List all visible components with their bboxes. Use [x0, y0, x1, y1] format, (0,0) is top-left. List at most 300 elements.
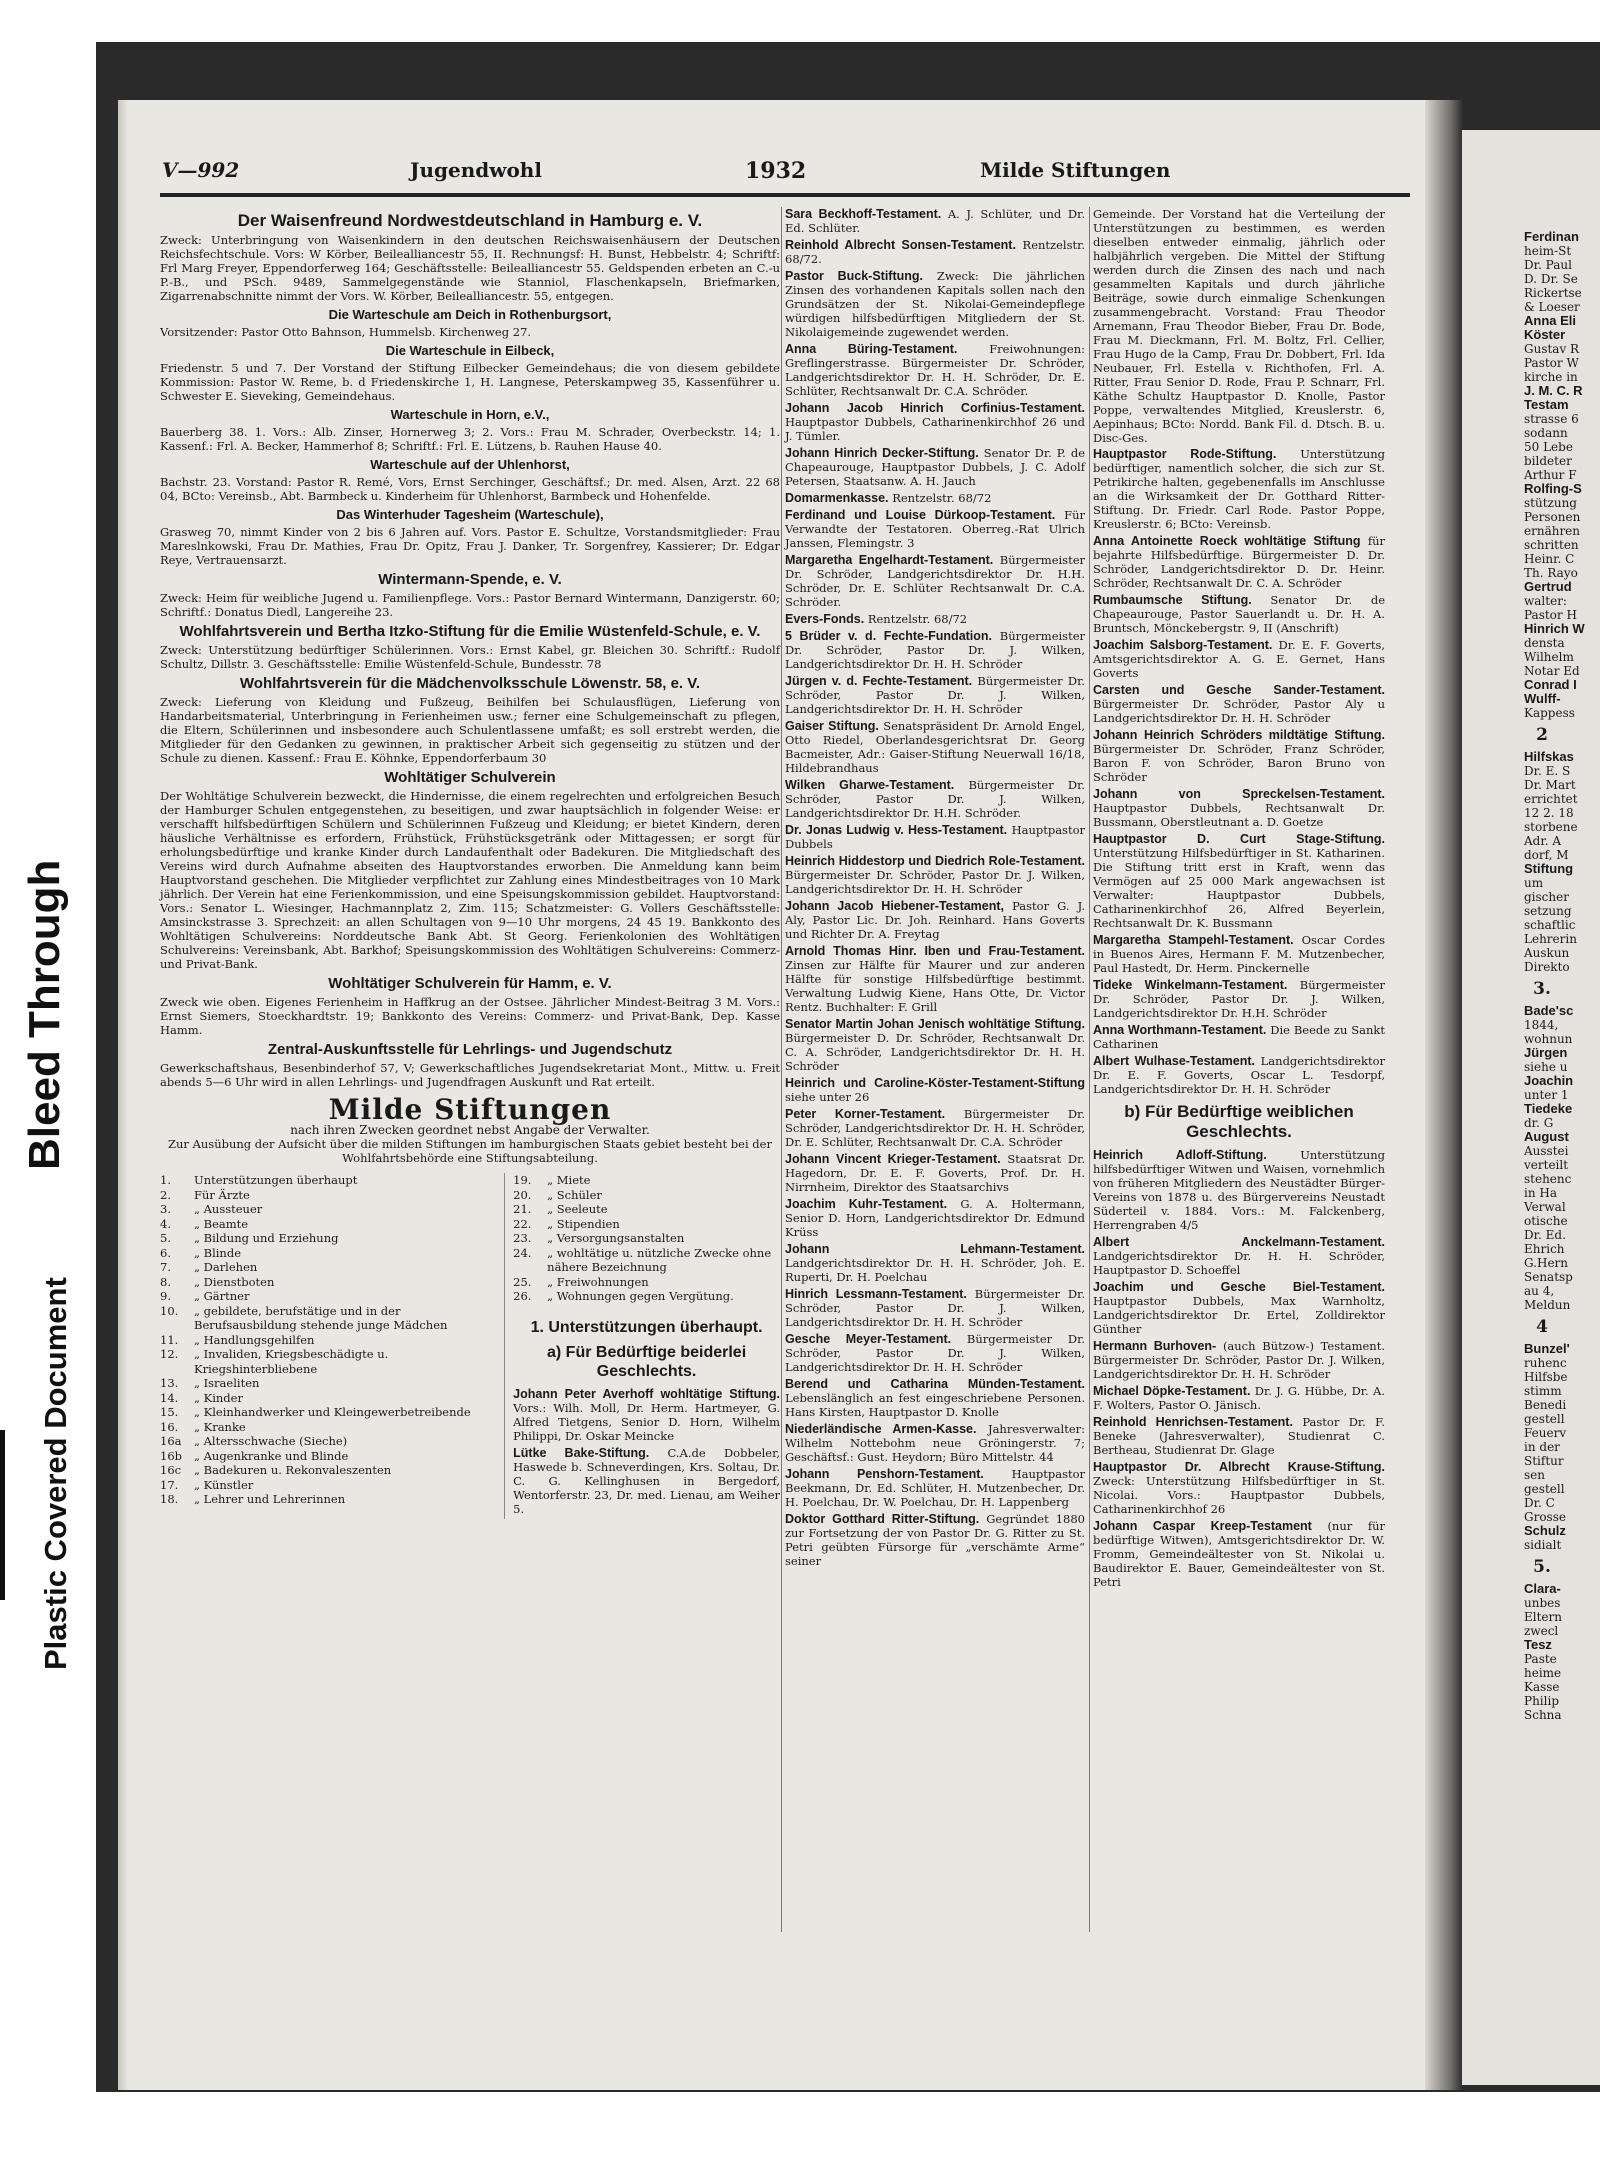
- foundation-details: siehe unter 26: [785, 1090, 870, 1104]
- category-item: [513, 1231, 780, 1246]
- foundation-entry: [1093, 1415, 1385, 1457]
- column-2: [785, 207, 1085, 1571]
- foundation-entry: [785, 491, 1085, 505]
- category-item: [160, 1449, 486, 1464]
- foundation-details: Zweck: Unterstützung Hilfsbedürftiger in St. Nicolai. Vors.: Hauptpastor Dubbels, Catharinenkirchhof 26: [1093, 1474, 1385, 1516]
- right-page-line: bildeter: [1524, 454, 1572, 468]
- category-item: [513, 1217, 780, 1232]
- category-label: „ Altersschwache (Sieche): [194, 1434, 348, 1448]
- category-number: 10.: [160, 1303, 179, 1318]
- foundation-name: Hauptpastor Dr. Albrecht Krause-Stiftung.: [1093, 1460, 1385, 1474]
- foundation-details: Für Verwandte der Testatoren. Oberreg.-Rat Ulrich Janssen, Flemingstr. 3: [785, 508, 1085, 550]
- foundation-name: Evers-Fonds.: [785, 612, 865, 626]
- right-page-text: [1462, 130, 1600, 1722]
- right-page-line: walter:: [1524, 594, 1567, 608]
- right-page-line: Rolfing-S: [1524, 481, 1582, 496]
- foundation-details: Bürgermeister Dr. Schröder, Landgerichtsdirektor Dr. H. H. Schröder, Dr. E. Schlüter, Rechtsanwalt Dr. C.A. Schröder: [785, 1107, 1086, 1149]
- category-list-right-wrap: [504, 1173, 780, 1519]
- foundation-name: Johann Peter Averhoff wohltätige Stiftung.: [513, 1386, 780, 1401]
- right-page-line: sodann: [1524, 426, 1568, 440]
- right-page-line: Meldun: [1524, 1298, 1571, 1312]
- ritter-continuation: Gemeinde. Der Vorstand hat die Verteilung der Unterstützungen zu bestimmen, es werden dieselben entweder einmalig, jährlich oder halbjährlich vergeben. Die Mittel der Stiftung werden durch die Zinsen des nach und nach gesammelten Kapitals und durch jährliche Beiträge, sowie durch einmalige Schenkungen zusammengebracht. Vorstand: Frau Theodor Arnemann, Frau Theodor Bieber, Frau Dr. Bode, Frau M. Dieckmann, Frl. M. Boltz, Frl. Cellier, Frau Hugo de la Camp, Frau Dr. Dobbert, Frl. Ida Neubauer, Frl. Estella v. Richthofen, Frl. A. Ritter, Frau Senior D. Rode, Frau P. Schnarr, Frl. Käthe Schultz Hauptpastor D. Knolle, Pastor Poppe, verwaltendes Mitglied, Kreuslerstr. 6, Aepinhaus; BCto: Nordd. Bank Fil. d. Dtsch. B. u. Disc-Ges.: [1093, 207, 1385, 445]
- foundation-name: Johann Lehmann-Testament.: [785, 1242, 1085, 1256]
- right-page-line: D. Dr. Se: [1524, 272, 1578, 286]
- category-number: 6.: [160, 1245, 171, 1260]
- category-label: Für Ärzte: [194, 1187, 250, 1202]
- association-text: Zweck: Lieferung von Kleidung und Fußzeug, Beihilfen bei Schulausflügen, Lieferung von Handarbeitsmaterial, Unterbringung in Ferienheimen usw.; ferner eine Schulgemeinschaft zu pflegen, die Eltern, Schülerinnen und insbesondere auch Schulentlassene umfaßt; es soll erstrebt werden, die Mitglieder für den Gedanken zu gewinnen, in praktischer Arbeit sich gegenseitig zu stützen und der Schule zu dienen. Kassenf.: Frau E. Köhnke, Eppendorferbaum 30: [160, 695, 780, 765]
- edge-marker: [0, 1430, 5, 1600]
- foundation-entry: [1093, 832, 1385, 930]
- right-page-line: Notar Ed: [1524, 664, 1580, 678]
- milde-stiftungen-subtitle: nach ihren Zwecken geordnet nebst Angabe der Verwalter.: [290, 1123, 650, 1137]
- foundation-entry: [785, 854, 1085, 896]
- category-item: [160, 1275, 486, 1290]
- category-item: [160, 1463, 486, 1478]
- category-item: [160, 1333, 486, 1348]
- foundation-entry: [785, 269, 1085, 339]
- category-list-right: [513, 1173, 780, 1304]
- foundation-entry: [785, 1377, 1085, 1419]
- right-page-line: in Ha: [1524, 1186, 1557, 1200]
- category-item: [160, 1217, 486, 1232]
- category-label: „ wohltätige u. nützliche Zwecke ohne nähere Bezeichnung: [547, 1245, 772, 1274]
- category-label: „ Kleinhandwerker und Kleingewerbetreibende: [194, 1405, 471, 1419]
- right-page-line: Arthur F: [1524, 468, 1577, 482]
- header-rule: [160, 193, 1410, 197]
- header-left-title: Jugendwohl: [410, 158, 542, 182]
- category-item: [160, 1246, 486, 1261]
- category-label: „ Badekuren u. Rekonvaleszenten: [194, 1463, 392, 1477]
- foundation-details: Unterstützung hilfsbedürftiger Witwen und Waisen, vornehmlich von früheren Mitgliedern des Neustädter Bürger-Vereins von 1878 u. des Bürgervereins Neustadt Süderteil v. 1884. Vors.: M. Falckenberg, Herrengraben 4/5: [1093, 1148, 1385, 1232]
- association-text: Zweck wie oben. Eigenes Ferienheim in Haffkrug an der Ostsee. Jährlicher Mindest-Beitrag 3 M. Vors.: Ernst Siemers, Stoeckhardtstr. 19; Bankkonto des Vereins: Commerz- und Privat-Bank, Dep. Kasse Hamm.: [160, 995, 780, 1037]
- header-year: 1932: [745, 158, 807, 184]
- category-number: 4.: [160, 1216, 171, 1231]
- category-list-left: [160, 1173, 494, 1519]
- right-page-line: 50 Lebe: [1524, 440, 1573, 454]
- right-page-line: Ferdinan: [1524, 229, 1579, 244]
- category-number: 16a: [160, 1434, 182, 1448]
- category-item: [513, 1246, 780, 1275]
- right-page-line: Wulff-: [1524, 691, 1561, 706]
- foundations-list: [1093, 447, 1385, 1096]
- right-page-line: Dr. Paul: [1524, 258, 1572, 272]
- category-label: „ Miete: [547, 1173, 591, 1187]
- section-b-title: b) Für Bedürftige weiblichen Geschlechts.: [1124, 1102, 1354, 1141]
- right-page-line: Senatsp: [1524, 1270, 1573, 1284]
- page-header: [160, 158, 1410, 192]
- association-text: Vorsitzender: Pastor Otto Bahnson, Hummelsb. Kirchenweg 27.: [160, 325, 532, 339]
- foundation-name: Albert Anckelmann-Testament.: [1093, 1235, 1385, 1249]
- category-number: 11.: [160, 1332, 179, 1347]
- foundation-details: (nur für bedürftige Witwen), Amtsgerichtsdirektor Dr. W. Fromm, Gemeindeältester von St. Nikolai u. Baudirektor E. Bauer, Gemeindeältester von St. Petri: [1093, 1519, 1385, 1589]
- foundation-name: Ferdinand und Louise Dürkoop-Testament.: [785, 508, 1056, 522]
- foundation-details: Rentzelstr. 68/72.: [785, 238, 1085, 266]
- right-page-line: Köster: [1524, 327, 1566, 342]
- foundation-name: Anna Büring-Testament.: [785, 342, 958, 356]
- right-page-line: Hilfskas: [1524, 749, 1574, 764]
- milde-stiftungen-title: Milde Stiftungen: [328, 1093, 612, 1126]
- foundation-details: Unterstützung bedürftiger, namentlich solcher, die sich zur St. Petrikirche halten, gegebenenfalls im Anschlusse an die Wirksamkeit der Dr. Gotthard Ritter-Stiftung. Dr. Friedr. Carl Rode. Pastor Poppe, Kreuslerstr. 6; BCto: Vereinsb.: [1093, 447, 1385, 531]
- category-item: [160, 1420, 486, 1435]
- foundation-details: Bürgermeister Dr. Schröder, Pastor Dr. J. Wilken, Landgerichtsdirektor Dr. H. H. Schröder: [785, 1332, 1086, 1374]
- foundation-entry: [785, 1287, 1085, 1329]
- foundation-name: Doktor Gotthard Ritter-Stiftung.: [785, 1512, 980, 1526]
- foundation-name: Hauptpastor D. Curt Stage-Stiftung.: [1093, 832, 1385, 846]
- right-page-line: ernähren: [1524, 524, 1581, 538]
- foundation-details: Staatsrat Dr. Hagedorn, Dr. E. F. Goverts, Prof. Dr. H. Nirrnheim, Direktor des Staatsarchivs: [785, 1152, 1086, 1194]
- right-page-line: storbene: [1524, 820, 1578, 834]
- foundation-entry: [1093, 1519, 1385, 1589]
- right-page-line: zwecl: [1524, 1624, 1559, 1638]
- foundation-name: Wilken Gharwe-Testament.: [785, 778, 955, 792]
- right-page-line: ruhenc: [1524, 1356, 1567, 1370]
- association-heading: Die Warteschule am Deich in Rothenburgsort,: [328, 307, 612, 322]
- right-page-line: Auskun: [1524, 946, 1570, 960]
- right-page-line: Dr. Mart: [1524, 778, 1576, 792]
- right-page-line: 5.: [1533, 1557, 1551, 1577]
- category-label: „ Handlungsgehilfen: [194, 1332, 315, 1347]
- foundation-details: Jahresverwalter: Wilhelm Nottebohm neue Gröningerstr. 7; Geschäftsf.: Gust. Heydorn; Büro Mittelstr. 44: [785, 1422, 1086, 1464]
- foundation-entry: [785, 1107, 1085, 1149]
- right-page-line: Jürgen: [1524, 1045, 1568, 1060]
- right-page-line: Bade'sc: [1524, 1003, 1574, 1018]
- foundation-details: Hauptpastor Dubbels, Rechtsanwalt Dr. Bussmann, Oberstleutnant a. D. Goetze: [1093, 801, 1385, 829]
- right-page-line: Hinrich W: [1524, 621, 1585, 636]
- foundation-entry: [785, 778, 1085, 820]
- association-text: Bachstr. 23. Vorstand: Pastor R. Remé, Vors, Ernst Serchinger, Geschäftsf.; Dr. med. Alsen, Arzt. 22 68 04, BCto: Vereinsb., Abt. Barmbeck u. Kinderheim für Uhlenhorst, Barmbeck und Hohenfelde.: [160, 475, 780, 503]
- category-number: 25.: [513, 1274, 532, 1289]
- section-1a-title: a) Für Bedürftige beiderlei Geschlechts.: [547, 1343, 747, 1380]
- right-page-line: Pastor W: [1524, 356, 1579, 370]
- foundation-details: Hauptpastor Dubbels, Max Warnholtz, Landgerichtsdirektor Dr. Ertel, Zolldirektor Günther: [1093, 1294, 1385, 1336]
- associations-list: [160, 211, 780, 1089]
- foundation-entry: [1093, 593, 1385, 635]
- right-page-line: verteilt: [1524, 1158, 1569, 1172]
- category-label: „ Aussteuer: [194, 1202, 263, 1216]
- category-number: 24.: [513, 1245, 532, 1260]
- foundation-details: Landgerichtsdirektor Dr. H. H. Schröder, Joh. E. Ruperti, Dr. H. Poelchau: [785, 1256, 1085, 1284]
- foundation-name: Niederländische Armen-Kasse.: [785, 1422, 977, 1436]
- right-page-line: siehe u: [1524, 1060, 1568, 1074]
- category-label: „ Beamte: [194, 1216, 249, 1231]
- right-page-line: Heinr. C: [1524, 552, 1575, 566]
- right-page-line: Stiftur: [1524, 1454, 1564, 1468]
- foundation-details: Landgerichtsdirektor Dr. E. F. Goverts, Oscar L. Tesdorpf, Landgerichtsdirektor Dr. H. H. Schröder: [1093, 1054, 1385, 1096]
- category-number: 20.: [513, 1187, 532, 1202]
- foundation-details: Vors.: Wilh. Moll, Dr. Herm. Hartmeyer, G. Alfred Tietgens, Senior D. Horn, Wilhelm Philippi, Dr. Oskar Meincke: [513, 1400, 780, 1443]
- foundation-entry: [785, 553, 1085, 609]
- category-item: [160, 1188, 486, 1203]
- foundation-name: Joachim Kuhr-Testament.: [785, 1197, 948, 1211]
- right-page-line: Dr. C: [1524, 1496, 1555, 1510]
- foundation-details: Gegründet 1880 zur Fortsetzung der von Pastor Dr. G. Ritter zu St. Petri geübten Fürsorge für „verschämte Arme“ seiner: [785, 1512, 1085, 1568]
- section-1-title: 1. Unterstützungen überhaupt.: [530, 1318, 763, 1336]
- category-number: 7.: [160, 1260, 171, 1274]
- category-label: „ Gärtner: [194, 1289, 250, 1303]
- foundation-entry: [785, 612, 1085, 626]
- foundation-name: Margaretha Engelhardt-Testament.: [785, 553, 994, 567]
- category-item: [160, 1231, 486, 1246]
- right-page-line: Schulz: [1524, 1523, 1566, 1538]
- foundation-details: Lebenslänglich an fest eingeschriebene Personen. Hans Kirsten, Hauptpastor D. Knolle: [785, 1391, 1085, 1419]
- foundation-name: 5 Brüder v. d. Fechte-Fundation.: [785, 629, 993, 643]
- foundation-details: Unterstützung Hilfsbedürftiger in St. Katharinen. Die Stiftung tritt erst in Kraft, wenn das Vermögen auf 25 000 Mark angewachsen ist Verwalter: Hauptpastor Dubbels, Catharinenkirchhof 26, Alfred Beyerlein, Rechtsanwalt Dr. K. Bussmann: [1093, 846, 1385, 930]
- right-page-line: & Loeser: [1524, 300, 1580, 314]
- foundation-name: Anna Worthmann-Testament.: [1093, 1023, 1267, 1037]
- foundation-entry: [785, 629, 1085, 671]
- association-heading: Warteschule in Horn, e.V.,: [390, 407, 550, 422]
- foundation-name: Johann von Spreckelsen-Testament.: [1093, 787, 1385, 801]
- right-page-line: Grosse: [1524, 1510, 1566, 1524]
- right-page-line: gischer: [1524, 890, 1569, 904]
- foundation-details: C.A.de Dobbeler, Haswede b. Schneverdingen, Krs. Soltau, Dr. C. G. Kellinghusen in Bergedorf, Wentorferstr. 23, Dr. med. Lienau, am Weiher 5.: [513, 1445, 780, 1516]
- foundation-entry: [785, 1512, 1085, 1568]
- category-number: 2.: [160, 1187, 171, 1202]
- foundation-name: Heinrich Hiddestorp und Diedrich Role-Testament.: [785, 854, 1085, 868]
- category-item: [160, 1492, 486, 1507]
- foundation-entry: [1093, 1280, 1385, 1336]
- right-page-line: wohnun: [1524, 1032, 1573, 1046]
- foundation-entry: [1093, 1148, 1385, 1232]
- foundation-name: Reinhold Henrichsen-Testament.: [1093, 1415, 1293, 1429]
- foundation-entry: [785, 944, 1085, 1014]
- category-label: „ Wohnungen gegen Vergütung.: [547, 1289, 734, 1303]
- foundation-details: Pastor G. J. Aly, Pastor Lic. Dr. Joh. Reinhard. Hans Goverts und Richter Dr. A. Freytag: [785, 899, 1085, 941]
- foundation-details: Senatspräsident Dr. Arnold Engel, Otto Riedel, Oberlandesgerichtsrat Dr. Georg Bacmeister, Adr.: Gaiser-Stiftung Neuerwall 16/18, Hildebrandhaus: [785, 719, 1085, 775]
- right-page-line: Feuerv: [1524, 1426, 1567, 1440]
- right-page-line: Paste: [1524, 1652, 1557, 1666]
- right-page-line: strasse 6: [1524, 412, 1579, 426]
- category-item: [160, 1260, 486, 1275]
- right-page-line: unter 1: [1524, 1088, 1569, 1102]
- foundation-name: Johann Jacob Hinrich Corfinius-Testament.: [785, 401, 1085, 415]
- category-label: „ Blinde: [194, 1245, 241, 1260]
- foundation-details: Bürgermeister Dr. Schröder, Pastor Dr. J. Wilken, Landgerichtsdirektor Dr. H.H. Schröder.: [785, 778, 1086, 820]
- category-label: „ gebildete, berufstätige und in der Berufsausbildung stehende junge Mädchen: [194, 1303, 448, 1332]
- category-item: [160, 1434, 486, 1449]
- right-page-line: Stiftung: [1524, 861, 1574, 876]
- foundation-details: Die Beede zu Sankt Catharinen: [1093, 1023, 1385, 1051]
- category-number: 16c: [160, 1463, 182, 1477]
- foundation-name: Arnold Thomas Hinr. Iben und Frau-Testament.: [785, 944, 1085, 958]
- right-page-fragment: [1462, 130, 1600, 2085]
- foundation-entry: [1093, 1235, 1385, 1277]
- foundation-name: Joachim und Gesche Biel-Testament.: [1093, 1280, 1385, 1294]
- foundation-name: Tideke Winkelmann-Testament.: [1093, 978, 1288, 992]
- right-page-line: Ausstei: [1524, 1144, 1569, 1158]
- category-number: 23.: [513, 1231, 532, 1245]
- category-label: „ Stipendien: [547, 1216, 620, 1231]
- category-number: 3.: [160, 1202, 171, 1216]
- association-heading: Wohltätiger Schulverein für Hamm, e. V.: [328, 975, 612, 992]
- right-page-line: G.Hern: [1524, 1256, 1569, 1270]
- column-rule: [781, 207, 782, 1932]
- foundation-name: Gaiser Stiftung.: [785, 719, 879, 733]
- right-page-line: in der: [1524, 1440, 1560, 1454]
- foundation-details: für bejahrte Hilfsbedürftige. Bürgermeister D. Dr. Schröder, Landgerichtsdirektor D. Dr. Heinr. Schröder, Rechtsanwalt Dr. C. A. Schröder: [1093, 534, 1385, 590]
- category-number: 17.: [160, 1477, 179, 1492]
- association-text: Zweck: Unterstützung bedürftiger Schülerinnen. Vors.: Ernst Kabel, gr. Bleichen 30. Schriftf.: Rudolf Schultz, Dillstr. 3. Geschäftsstelle: Emilie Wüstenfeld-Schule, Bundesstr. 78: [160, 643, 780, 671]
- foundation-name: Sara Beckhoff-Testament.: [785, 207, 942, 221]
- foundation-details: Bürgermeister Dr. Schröder, Pastor Dr. J. Wilken, Landgerichtsdirektor Dr. H. H. Schröder: [785, 629, 1085, 671]
- right-page-line: setzung: [1524, 904, 1572, 918]
- foundation-name: Senator Martin Johan Jenisch wohltätige Stiftung.: [785, 1017, 1085, 1031]
- milde-stiftungen-note: Zur Ausübung der Aufsicht über die milden Stiftungen im hamburgischen Staats gebiet besteht bei der Wohlfahrtsbehörde eine Stiftungsabteilung.: [168, 1137, 772, 1165]
- category-number: 16b: [160, 1448, 182, 1463]
- category-number: 16.: [160, 1419, 179, 1434]
- foundation-name: Johann Heinrich Schröders mildtätige Stiftung.: [1093, 728, 1385, 742]
- foundation-details: Dr. E. F. Goverts, Amtsgerichtsdirektor A. G. E. Gernet, Hans Goverts: [1093, 638, 1385, 680]
- category-label: „ Seeleute: [547, 1202, 608, 1216]
- foundation-entry: [785, 508, 1085, 550]
- right-page-line: 1844,: [1524, 1018, 1559, 1032]
- right-page-line: Anna Eli: [1524, 313, 1577, 328]
- right-page-line: errichtet: [1524, 792, 1578, 806]
- foundation-entry: [785, 238, 1085, 266]
- foundation-entry: [1093, 1023, 1385, 1051]
- foundation-entry: [1093, 447, 1385, 531]
- foundation-entry: [1093, 978, 1385, 1020]
- right-page-line: J. M. C. R: [1524, 383, 1583, 398]
- foundation-details: Bürgermeister Dr. Schröder, Pastor Aly u Landgerichtsdirektor Dr. H. H. Schröder: [1093, 697, 1385, 725]
- foundation-details: Bürgermeister D. Dr. Schröder, Rechtsanwalt Dr. C. A. Schröder, Landgerichtsdirektor Dr. H. H. Schröder: [785, 1031, 1085, 1073]
- right-page-line: dorf, M: [1524, 848, 1569, 862]
- right-page-line: gestell: [1524, 1412, 1565, 1426]
- category-item: [160, 1289, 486, 1304]
- women-foundations-list: [1093, 1148, 1385, 1589]
- right-page-line: 4: [1536, 1317, 1548, 1337]
- foundation-name: Hinrich Lessmann-Testament.: [785, 1287, 967, 1301]
- right-page-line: gestell: [1524, 1482, 1565, 1496]
- right-page-line: 12 2. 18: [1524, 806, 1574, 820]
- category-label: „ Kinder: [194, 1390, 243, 1405]
- category-item: [160, 1478, 486, 1493]
- header-right-title: Milde Stiftungen: [980, 158, 1171, 182]
- foundation-entry: [1093, 1460, 1385, 1516]
- foundation-entry: [513, 1446, 780, 1516]
- foundation-details: Senator Dr. P. de Chapeaurouge, Hauptpastor Dubbels, J. C. Adolf Petersen, Staatsanw. A. H. Jauch: [785, 446, 1086, 488]
- book-gutter: [1425, 100, 1463, 2090]
- association-text: Grasweg 70, nimmt Kinder von 2 bis 6 Jahren auf. Vors. Pastor E. Schultze, Vorstandsmitglieder: Frau Mareslnkowski, Frau Dr. Mathies, Frau Dr. Opitz, Frau J. Danker, Tr. Sorgenfrey, Kassierer; Dr. Edgar Reye, Vertrauensarzt.: [160, 525, 780, 567]
- association-heading: Wohltätiger Schulverein: [384, 769, 556, 786]
- category-number: 19.: [513, 1173, 532, 1187]
- foundation-entry: [1093, 534, 1385, 590]
- foundation-entry: [1093, 1339, 1385, 1381]
- column-3: [1093, 207, 1385, 1592]
- category-item: [160, 1405, 486, 1420]
- association-text: Zweck: Heim für weibliche Jugend u. Familienpflege. Vors.: Pastor Bernard Wintermann, Danzigerstr. 60; Schriftf.: Donatus Diedl, Langereihe 23.: [160, 591, 780, 619]
- foundation-name: Johann Vincent Krieger-Testament.: [785, 1152, 1001, 1166]
- foundation-name: Domarmenkasse.: [785, 491, 889, 505]
- foundation-name: Johann Caspar Kreep-Testament: [1093, 1519, 1312, 1533]
- category-number: 22.: [513, 1216, 532, 1231]
- right-page-line: otische: [1524, 1214, 1568, 1228]
- foundation-entry: [1093, 933, 1385, 975]
- foundation-entry: [1093, 638, 1385, 680]
- foundation-details: (auch Bützow-) Testament. Bürgermeister Dr. Schröder, Pastor Dr. J. Wilken, Landgerichtsdirektor Dr. H. H. Schröder: [1093, 1339, 1385, 1381]
- right-page-line: heime: [1524, 1666, 1562, 1680]
- foundation-name: Heinrich und Caroline-Köster-Testament-Stiftung: [785, 1076, 1085, 1090]
- right-page-line: Hilfsbe: [1524, 1370, 1568, 1384]
- right-page-line: Gertrud: [1524, 579, 1572, 594]
- bleed-through-label: Bleed Through: [20, 859, 69, 1170]
- foundation-entry: [785, 1332, 1085, 1374]
- category-number: 9.: [160, 1289, 171, 1303]
- category-label: „ Augenkranke und Blinde: [194, 1448, 349, 1463]
- right-page-line: stimm: [1524, 1384, 1562, 1398]
- right-page-line: Pastor H: [1524, 608, 1577, 622]
- foundation-entry: [785, 719, 1085, 775]
- foundation-details: Oscar Cordes in Buenos Aires, Hermann F. M. Mutzenbecher, Paul Hastedt, Dr. Herm. Pinckernelle: [1093, 933, 1385, 975]
- foundation-entry: [785, 899, 1085, 941]
- foundation-entry: [785, 342, 1085, 398]
- right-page-line: Schna: [1524, 1708, 1562, 1722]
- association-text: Friedenstr. 5 und 7. Der Vorstand der Stiftung Eilbecker Gemeindehaus; die von diesem gebildete Kommission: Pastor W. Reme, b. d Friedenskirche 1, H. Langnese, Peterskampweg 35, Kassenführer u. Schwester E. Sieveking, Gemeindehaus.: [160, 361, 780, 403]
- foundation-name: Anna Antoinette Roeck wohltätige Stiftung: [1093, 534, 1361, 548]
- right-page-line: Eltern: [1524, 1610, 1562, 1624]
- right-page-line: dr. G: [1524, 1116, 1554, 1130]
- foundation-details: Bürgermeister Dr. Schröder, Franz Schröder, Baron F. von Schröder, Baron Bruno von Schröder: [1093, 742, 1385, 784]
- category-label: „ Versorgungsanstalten: [547, 1231, 685, 1245]
- category-number: 13.: [160, 1376, 179, 1390]
- section-1-entries: [513, 1387, 780, 1516]
- category-number: 15.: [160, 1405, 179, 1419]
- category-item: [160, 1391, 486, 1406]
- right-page-line: Tesz: [1524, 1637, 1552, 1652]
- foundation-entry: [1093, 728, 1385, 784]
- foundation-entry: [785, 1197, 1085, 1239]
- foundation-name: Carsten und Gesche Sander-Testament.: [1093, 683, 1385, 697]
- foundation-name: Johann Jacob Hiebener-Testament,: [785, 899, 1005, 913]
- category-label: „ Lehrer und Lehrerinnen: [194, 1492, 346, 1506]
- category-number: 14.: [160, 1390, 179, 1405]
- foundation-details: Landgerichtsdirektor Dr. H. H. Schröder, Hauptpastor D. Schoeffel: [1093, 1249, 1385, 1277]
- right-page-line: Joachin: [1524, 1073, 1574, 1088]
- foundation-details: Dr. J. G. Hübbe, Dr. A. F. Wolters, Pastor O. Jänisch.: [1093, 1384, 1385, 1412]
- foundation-details: Hauptpastor Beekmann, Dr. Ed. Schlüter, H. Mutzenbecher, Dr. H. Poelchau, Dr. W. Poelchau, Dr. H. Lappenberg: [785, 1467, 1086, 1509]
- foundation-entry: [785, 1076, 1085, 1104]
- category-label: „ Darlehen: [194, 1260, 258, 1274]
- category-index: [160, 1173, 780, 1519]
- category-item: [160, 1304, 486, 1333]
- foundation-entry: [1093, 787, 1385, 829]
- category-label: „ Künstler: [194, 1477, 254, 1492]
- right-page-line: au 4,: [1524, 1284, 1555, 1298]
- right-page-line: schritten: [1524, 538, 1579, 552]
- association-heading: Das Winterhuder Tagesheim (Warteschule),: [336, 507, 604, 522]
- right-page-line: Personen: [1524, 510, 1581, 524]
- category-item: [513, 1289, 780, 1304]
- category-label: Unterstützungen überhaupt: [194, 1173, 358, 1187]
- category-number: 8.: [160, 1274, 171, 1289]
- category-item: [513, 1275, 780, 1290]
- right-page-line: Verwal: [1524, 1200, 1566, 1214]
- category-number: 26.: [513, 1289, 532, 1303]
- category-label: „ Israeliten: [194, 1376, 260, 1390]
- foundation-details: Zweck: Die jährlichen Zinsen des vorhandenen Kapitals sollen nach den Grundsätzen der St. Nikolai-Gemeindepflege würdigen hilfsbedürftigen Mitgliedern der St. Nikolaigemeinde zugewendet werden.: [785, 269, 1085, 339]
- category-number: 1.: [160, 1173, 171, 1187]
- right-page-line: heim-St: [1524, 244, 1572, 258]
- right-page-line: Conrad I: [1524, 677, 1577, 692]
- association-heading: Warteschule auf der Uhlenhorst,: [370, 457, 570, 472]
- foundation-entry: [785, 1017, 1085, 1073]
- foundation-name: Reinhold Albrecht Sonsen-Testament.: [785, 238, 1016, 252]
- right-page-line: stehenc: [1524, 1172, 1572, 1186]
- right-page-line: um: [1524, 876, 1544, 890]
- foundation-details: Zinsen zur Hälfte für Maurer und zur anderen Hälfte für sonstige Hilfsbedürftige bestimmt. Verwaltung Ludwig Kiene, Hans Otte, Dr. Victor Rentz. Buchhalter: F. Grill: [785, 958, 1085, 1014]
- foundation-entry: [785, 1242, 1085, 1284]
- foundation-name: Johann Hinrich Decker-Stiftung.: [785, 446, 979, 460]
